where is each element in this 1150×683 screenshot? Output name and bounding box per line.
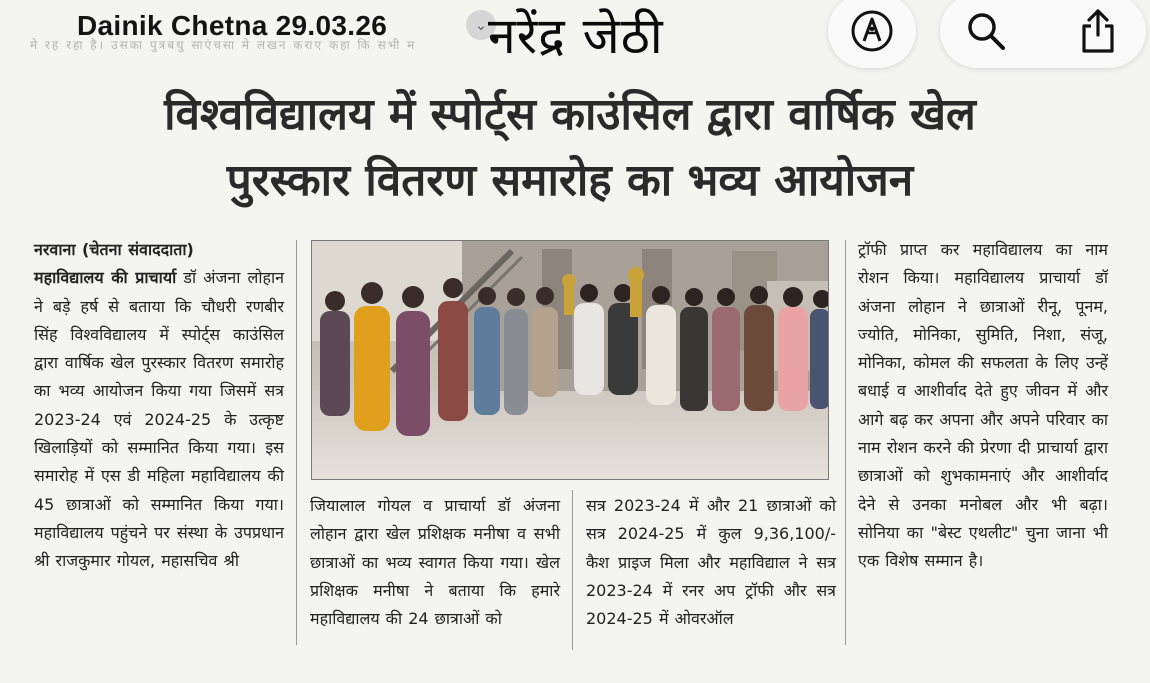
headline-line-1: विश्वविद्यालय में स्पोर्ट्स काउंसिल द्वारा वार्षिक खेल: [164, 89, 976, 140]
markup-button[interactable]: [828, 0, 916, 68]
article-photo: [311, 240, 829, 480]
search-button[interactable]: [946, 0, 1026, 68]
article-column-1: [34, 236, 284, 576]
pen-tip-icon: [849, 8, 895, 54]
dateline: नरवाना (चेतना संवाददाता): [34, 240, 194, 259]
article-column-3: [586, 492, 836, 633]
action-pill: [940, 0, 1146, 68]
bleed-through-text: मे रह रहा है। उसका पुत्रबधु साएंचसा मे लखन कराए कहा कि सभी म: [30, 38, 417, 52]
lead-text: महाविद्यालय की प्राचार्या: [34, 268, 177, 288]
headline-line-2: पुरस्कार वितरण समारोह का भव्य आयोजन: [226, 155, 914, 206]
column-text: ट्रॉफी प्राप्त कर महाविद्यालय का नाम रोशन किया। महाविद्यालय प्राचार्या डॉ अंजना लोहान ने छात्राओं रीनू, पूनम, ज्योति, मोनिका, सुमिति, निशा, संजू, मोनिका, कोमल की सफलता के लिए उन्हें बधाई व आशीर्वाद देते हुए जीवन में और आगे बढ़ कर अपना और अपने परिवार का नाम रोशन करने की प्रेरणा दी प्राचार्या द्वारा छात्राओं को शुभकामनाएं और आशीर्वाद देने से उनका मनोबल और भी बढ़ा। सोनिया का "बेस्ट एथलीट" चुना जाना भी एक विशेष सम्मान है।: [858, 240, 1108, 571]
column-rule: [296, 240, 297, 645]
share-icon: [1076, 7, 1120, 55]
search-icon: [964, 9, 1008, 53]
column-text: डॉ अंजना लोहान ने बड़े हर्ष से बताया कि चौधरी रणबीर सिंह विश्वविद्यालय में स्पोर्ट्स काउंसिल द्वारा वार्षिक खेल पुरस्कार वितरण समारोह का भव्य आयोजन किया गया जिसमें सत्र 2023-24 एवं 2024-25 के उत्कृष्ट खिलाड़ियों को सम्मानित किया गया। इस समारोह में एस डी महिला महाविद्यालय की 45 छात्राओं को सम्मानित किया गया। महाविद्यालय पहुंचने पर संस्था के उपप्रधान श्री राजकुमार गोयल, महासचिव श्री: [34, 268, 284, 571]
column-text: सत्र 2023-24 में और 21 छात्राओं को सत्र 2024-25 में कुल 9,36,100/- कैश प्राइज मिला और महाविद्याल ने सत्र 2023-24 में रनर अप ट्रॉफी और सत्र 2024-25 में ओवरऑल: [586, 496, 836, 629]
article-column-2: [310, 492, 560, 633]
document-title[interactable]: Dainik Chetna 29.03.26: [77, 10, 388, 41]
article-headline: [40, 80, 1100, 212]
column-text: जियालाल गोयल व प्राचार्या डॉ अंजना लोहान द्वारा खेल प्रशिक्षक मनीषा व सभी छात्राओं का भव्य स्वागत किया गया। खेल प्रशिक्षक मनीषा ने बताया कि हमारे महाविद्यालय की 24 छात्राओं को: [310, 496, 560, 629]
column-rule: [572, 490, 573, 650]
article-column-4: [858, 236, 1108, 576]
viewer-toolbar: [0, 0, 1150, 78]
chevron-down-icon[interactable]: ⌄: [466, 10, 496, 40]
share-button[interactable]: [1058, 0, 1138, 68]
column-rule: [845, 240, 846, 645]
handwritten-annotation: नरेंद्र जेठी: [488, 7, 664, 65]
